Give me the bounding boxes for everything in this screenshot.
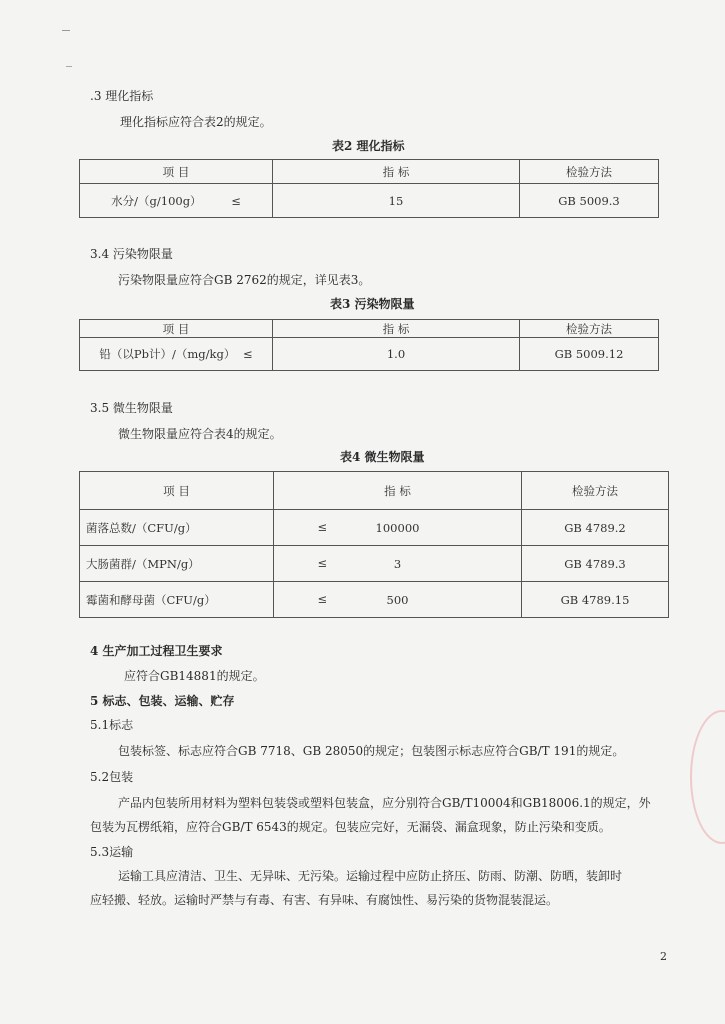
row-item: 霉菌和酵母菌（CFU/g） <box>86 592 216 607</box>
table-row <box>80 510 669 546</box>
section-5-2-line2: 包装为瓦楞纸箱，应符合GB/T 6543的规定。包装应完好，无漏袋、漏盒现象，防止污染和变质。 <box>90 820 611 834</box>
header-value: 指 标 <box>273 160 520 184</box>
lte-symbol: ≤ <box>317 555 328 570</box>
row-method: GB 4789.3 <box>522 546 669 582</box>
section-3-4-heading: 3.4 污染物限量 <box>90 247 173 261</box>
scan-mark <box>62 30 70 31</box>
header-item: 项 目 <box>80 160 273 184</box>
row-method: GB 5009.3 <box>520 184 659 218</box>
section-5-heading: 5 标志、包装、运输、贮存 <box>90 694 235 708</box>
section-3-5-heading: 3.5 微生物限量 <box>90 401 173 415</box>
section-3-3-body: 理化指标应符合表2的规定。 <box>120 115 272 129</box>
row-method: GB 4789.15 <box>522 582 669 618</box>
red-seal-stamp <box>690 710 725 844</box>
row-item-cell <box>80 338 273 371</box>
section-3-5-body: 微生物限量应符合表4的规定。 <box>118 427 282 441</box>
lte-symbol: ≤ <box>317 519 328 534</box>
section-4-body: 应符合GB14881的规定。 <box>124 669 265 683</box>
row-item: 水分/（g/100g） <box>111 193 202 208</box>
table-row <box>80 582 669 618</box>
header-value: 指 标 <box>273 320 520 338</box>
section-5-2-heading: 5.2包装 <box>90 770 134 784</box>
row-item-cell <box>80 582 328 618</box>
table4 <box>79 471 669 618</box>
page-number: 2 <box>660 950 667 963</box>
section-5-3-line1: 运输工具应清洁、卫生、无异味、无污染。运输过程中应防止挤压、防雨、防潮、防晒，装卸时 <box>118 869 623 883</box>
header-method: 检验方法 <box>520 320 659 338</box>
section-4-heading: 4 生产加工过程卫生要求 <box>90 644 223 658</box>
header-method: 检验方法 <box>520 160 659 184</box>
section-5-1-heading: 5.1标志 <box>90 718 134 732</box>
row-value: 100000 <box>274 510 522 546</box>
header-item: 项 目 <box>80 472 274 510</box>
section-5-2-line1: 产品内包装所用材料为塑料包装袋或塑料包装盒，应分别符合GB/T10004和GB18006.1的规定，外 <box>118 796 651 810</box>
section-5-3-heading: 5.3运输 <box>90 845 134 859</box>
table-header-row <box>80 160 659 184</box>
row-value: 500 <box>274 582 522 618</box>
row-item: 大肠菌群/（MPN/g） <box>86 556 200 571</box>
section-5-3-line2: 应轻搬、轻放。运输时严禁与有毒、有害、有异味、有腐蚀性、易污染的货物混装混运。 <box>90 893 559 907</box>
row-item-cell <box>80 510 328 546</box>
table3-caption: 表3 污染物限量 <box>330 297 415 311</box>
table-header-row <box>80 472 669 510</box>
header-method: 检验方法 <box>522 472 669 510</box>
scan-mark <box>66 66 72 67</box>
row-item: 菌落总数/（CFU/g） <box>86 520 197 535</box>
row-value: 3 <box>274 546 522 582</box>
row-item-cell <box>80 546 328 582</box>
row-item: 铅（以Pb计）/（mg/kg） <box>99 347 236 361</box>
table2-caption: 表2 理化指标 <box>332 139 405 153</box>
section-5-1-body: 包装标签、标志应符合GB 7718、GB 28050的规定；包装图示标志应符合GB/T 191的规定。 <box>118 744 625 758</box>
header-item: 项 目 <box>80 320 273 338</box>
table3 <box>79 319 659 371</box>
table2 <box>79 159 659 218</box>
row-item-cell <box>80 184 273 218</box>
row-value: 1.0 <box>273 338 520 371</box>
lte-symbol: ≤ <box>231 193 241 208</box>
table-row <box>80 546 669 582</box>
row-method: GB 5009.12 <box>520 338 659 371</box>
header-value: 指 标 <box>274 472 522 510</box>
row-method: GB 4789.2 <box>522 510 669 546</box>
table-header-row <box>80 320 659 338</box>
lte-symbol: ≤ <box>242 347 253 361</box>
section-3-3-heading: .3 理化指标 <box>90 89 154 103</box>
table-row <box>80 338 659 371</box>
section-3-4-body: 污染物限量应符合GB 2762的规定，详见表3。 <box>118 273 371 287</box>
row-value: 15 <box>273 184 520 218</box>
table-row <box>80 184 659 218</box>
lte-symbol: ≤ <box>317 591 328 606</box>
table4-caption: 表4 微生物限量 <box>340 450 425 464</box>
